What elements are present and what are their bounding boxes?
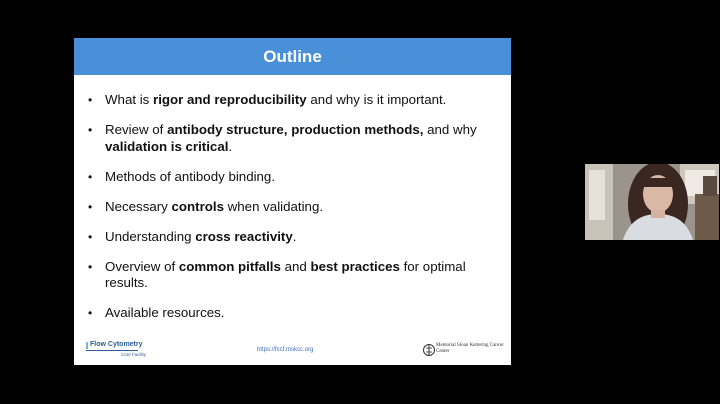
bullet-icon: • (88, 306, 93, 320)
emphasis-text: cross reactivity (195, 228, 293, 244)
presentation-slide (74, 38, 511, 365)
emphasis-text: best practices (310, 258, 400, 274)
outline-item (88, 169, 503, 186)
item-text: Methods of antibody binding. (105, 168, 276, 184)
item-text: What is (105, 92, 154, 107)
item-text: Overview of (105, 258, 179, 274)
slide-footer (74, 337, 511, 365)
item-text: and (280, 258, 311, 274)
outline-item (88, 122, 503, 155)
emphasis-text: antibody structure, production methods, (167, 122, 424, 137)
emphasis-text: rigor and reproducibility (153, 92, 307, 107)
logo-divider (86, 350, 138, 351)
outline-item (88, 92, 503, 109)
outline-item (88, 259, 503, 292)
item-text: and why is it important. (306, 92, 447, 107)
item-text: Review of (105, 122, 168, 137)
item-text: Available resources. (105, 305, 225, 320)
logo-title: Flow Cytometry (90, 341, 143, 348)
emphasis-text: validation is critical (105, 138, 229, 154)
msk-logo-text: Memorial Sloan Kettering Cancer Center (436, 343, 504, 354)
bullet-icon: • (88, 259, 93, 274)
item-text: . (228, 138, 233, 154)
item-text: and why (423, 122, 477, 137)
outline-list (88, 92, 503, 335)
bullet-icon: • (88, 93, 93, 107)
item-text: . (292, 228, 297, 244)
website-link[interactable]: https://fccf.mskcc.org (257, 347, 314, 353)
bullet-icon: • (88, 229, 93, 244)
flow-cytometry-logo (86, 341, 151, 363)
logo-subtitle: Core Facility (121, 352, 147, 357)
bullet-icon: • (88, 169, 93, 184)
bullet-icon: • (88, 199, 93, 214)
msk-emblem-icon (423, 341, 435, 359)
slide-title: Outline (74, 38, 511, 75)
logo-mark-icon (86, 342, 88, 349)
item-text: when validating. (223, 198, 324, 214)
outline-item (88, 305, 503, 322)
emphasis-text: common pitfalls (178, 258, 281, 274)
outline-item (88, 199, 503, 216)
bullet-icon: • (88, 123, 93, 137)
webcam-video (585, 164, 719, 240)
item-text: Understanding (105, 228, 196, 244)
outline-item (88, 229, 503, 246)
item-text: for optimal results. (105, 258, 466, 290)
msk-logo (423, 341, 503, 361)
participant-video-image (585, 164, 719, 240)
item-text: Necessary (105, 198, 172, 214)
emphasis-text: controls (171, 198, 224, 214)
